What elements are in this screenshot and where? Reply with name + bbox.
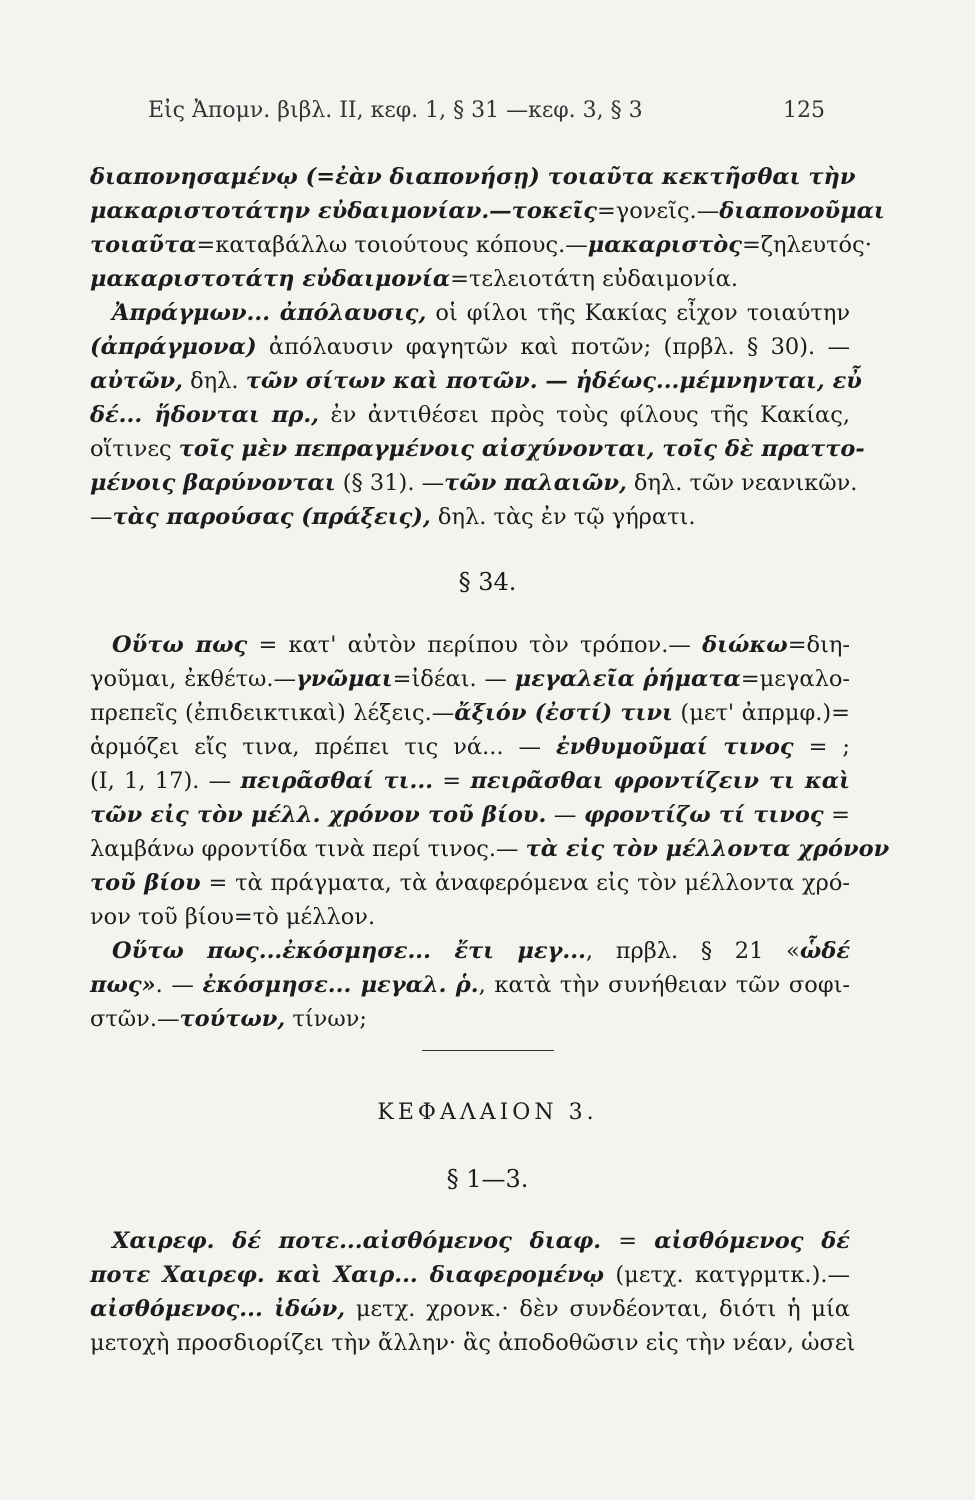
gloss: γοῦμαι, ἐκθέτω.— [90,666,297,692]
gloss: = [433,768,471,794]
gloss: μετοχὴ προσδιορίζει τὴν ἄλλην· ἃς ἀποδοθῶσιν εἰς τὴν νέαν, ὡσεὶ [90,1330,856,1356]
text-line [90,628,850,662]
lemma: μακαριστὸς [587,232,742,258]
text-line [90,1224,850,1258]
gloss: (Ι, 1, 17). — [90,768,241,794]
text-line [90,398,850,432]
lemma: Οὕτω πως [112,632,248,658]
gloss: στῶν.— [90,1006,180,1032]
page-header [90,98,825,138]
lemma: Χαιρεφ. δέ ποτε...αἰσθόμενος διαφ. [112,1228,602,1254]
lemma: αἰσθόμενος δέ [654,1228,850,1254]
text-line [90,194,885,228]
lemma: ἐνθυμοῦμαί τινος [555,734,794,760]
lemma: τούτων, [179,1006,286,1032]
text-line [90,1258,850,1292]
text-line [90,262,850,296]
text-line [90,466,858,500]
text-line [90,1002,850,1036]
gloss: = κατ' αὐτὸν περίπου τὸν τρόπον.— [247,632,703,658]
lemma: αἰσθόμενος... ἰδών, [90,1296,346,1322]
section-heading-1-3: § 1—3. [446,1165,529,1193]
page-number: 125 [783,98,825,123]
text-line [90,934,850,968]
lemma: τὰς παρούσας (πράξεις), [112,504,431,530]
gloss: δηλ. [182,368,246,394]
gloss: (μετχ. κατγρμτκ.).— [604,1262,850,1288]
gloss: οἱ φίλοι τῆς Κακίας εἶχον τοιαύτην [426,300,850,326]
gloss: τίνων; [285,1006,367,1032]
gloss: δηλ. τῶν νεανικῶν. [626,470,858,496]
gloss: μετχ. χρονκ.· δὲν συνδέονται, διότι ἡ μία [345,1296,850,1322]
lemma: (ἀπράγμονα) [90,334,257,360]
lemma: πειρᾶσθαί τι... [240,768,434,794]
gloss: ἐν ἀντιθέσει πρὸς τοὺς φίλους τῆς Κακίας, [319,402,850,428]
lemma: Ἀπράγμων... ἀπόλαυσις, [112,300,427,326]
gloss: =γονεῖς.— [596,198,720,224]
text-line [90,730,850,764]
gloss: — [90,504,113,530]
lemma: διαπονησαμένῳ (=ἐὰν διαπονήσῃ) τοιαῦτα κεκτῆσθαι τὴν [90,164,856,190]
text-line [90,866,850,900]
lemma: μακαριστοτάτην εὐδαιμονίαν.—τοκεῖς [90,198,597,224]
gloss: = [601,1228,655,1254]
commentary-block-2 [90,628,890,1036]
text-line [90,500,850,534]
lemma: ἐκόσμησε... μεγαλ. ῥ. [202,972,479,998]
text-line [90,330,850,364]
lemma: ἄξιόν (ἐστί) τινι [454,700,673,726]
text-line [90,798,850,832]
lemma: πως» [90,972,156,998]
commentary-block-1 [90,160,885,534]
gloss: οἵτινες [90,436,179,462]
lemma: τῶν σίτων καὶ ποτῶν. — ἡδέως...μέμνηνται, εὖ [245,368,862,394]
gloss: λαμβάνω φροντίδα τινὰ περί τινος.— [90,836,526,862]
text-line [90,160,856,194]
lemma: τοῦ βίου [90,870,201,896]
text-line [90,968,850,1002]
gloss: = [823,802,850,828]
gloss: (μετ' ἀπρμφ.)= [672,700,850,726]
lemma: ποτε Χαιρεφ. καὶ Χαιρ... διαφερομένῳ [90,1262,605,1288]
gloss: =τελειοτάτη εὐδαιμονία. [450,266,738,292]
gloss: =ἰδέαι. — [392,666,515,692]
lemma: φροντίζω τί τινος [583,802,824,828]
gloss: =διη- [787,632,850,658]
gloss: =ζηλευτός· [741,232,872,258]
lemma: τοιαῦτα [90,232,197,258]
gloss: , πρβλ. § 21 « [585,938,800,964]
gloss: . — [155,972,203,998]
running-head: Εἰς Ἀπομν. βιβλ. ΙΙ, κεφ. 1, § 31 —κεφ. 3, § 3 [148,98,643,123]
text-line [90,228,872,262]
lemma: μακαριστοτάτη εὐδαιμονία [90,266,451,292]
gloss: =καταβάλλω τοιούτους κόπους.— [196,232,588,258]
text-line [90,1292,850,1326]
lemma: Οὕτω πως...ἐκόσμησε... ἔτι μεγ... [112,938,586,964]
text-line [90,662,850,696]
section-heading-34: § 34. [458,568,517,596]
chapter-title: ΚΕΦΑΛΑΙΟΝ 3. [377,1100,598,1125]
text-line [90,432,865,466]
text-line [90,696,850,730]
gloss: =μεγαλο- [740,666,850,692]
text-line [90,764,850,798]
text-line [90,900,850,934]
lemma: αὐτῶν, [90,368,183,394]
text-line [90,364,862,398]
lemma: πειρᾶσθαι φροντίζειν τι καὶ [470,768,850,794]
lemma: δέ... ἥδονται πρ., [90,402,319,428]
gloss: (§ 31). — [335,470,445,496]
lemma: τὰ εἰς τὸν μέλλοντα χρόνον [525,836,890,862]
gloss: ἀπόλαυσιν φαγητῶν καὶ ποτῶν; (πρβλ. § 30). — [256,334,850,360]
lemma: διαπονοῦμαι [719,198,885,224]
lemma: τοῖς μὲν πεπραγμένοις αἰσχύνονται, τοῖς δὲ πραττο- [178,436,865,462]
lemma: τῶν εἰς τὸν μέλλ. χρόνον τοῦ βίου. [90,802,547,828]
gloss: νον τοῦ βίου=τὸ μέλλον. [90,904,376,930]
lemma: ὧδέ [799,938,850,964]
lemma: μεγαλεῖα ῥήματα [514,666,741,692]
gloss: δηλ. τὰς ἐν τῷ γήρατι. [430,504,696,530]
text-line [90,832,890,866]
lemma: διώκω [702,632,788,658]
commentary-block-3 [90,1224,856,1360]
divider-rule [422,1050,554,1051]
gloss: , κατὰ τὴν συνήθειαν τῶν σοφι- [478,972,850,998]
gloss: πρεπεῖς (ἐπιδεικτικαὶ) λέξεις.— [90,700,455,726]
lemma: μένοις βαρύνονται [90,470,336,496]
lemma: γνῶμαι [296,666,393,692]
gloss: — [546,802,584,828]
text-line [90,296,850,330]
gloss: ἁρμόζει εἴς τινα, πρέπει τις νά... — [90,734,556,760]
lemma: τῶν παλαιῶν, [444,470,627,496]
gloss: = ; [793,734,850,760]
gloss: = τὰ πράγματα, τὰ ἀναφερόμενα εἰς τὸν μέλλοντα χρό- [200,870,850,896]
text-line [90,1326,856,1360]
